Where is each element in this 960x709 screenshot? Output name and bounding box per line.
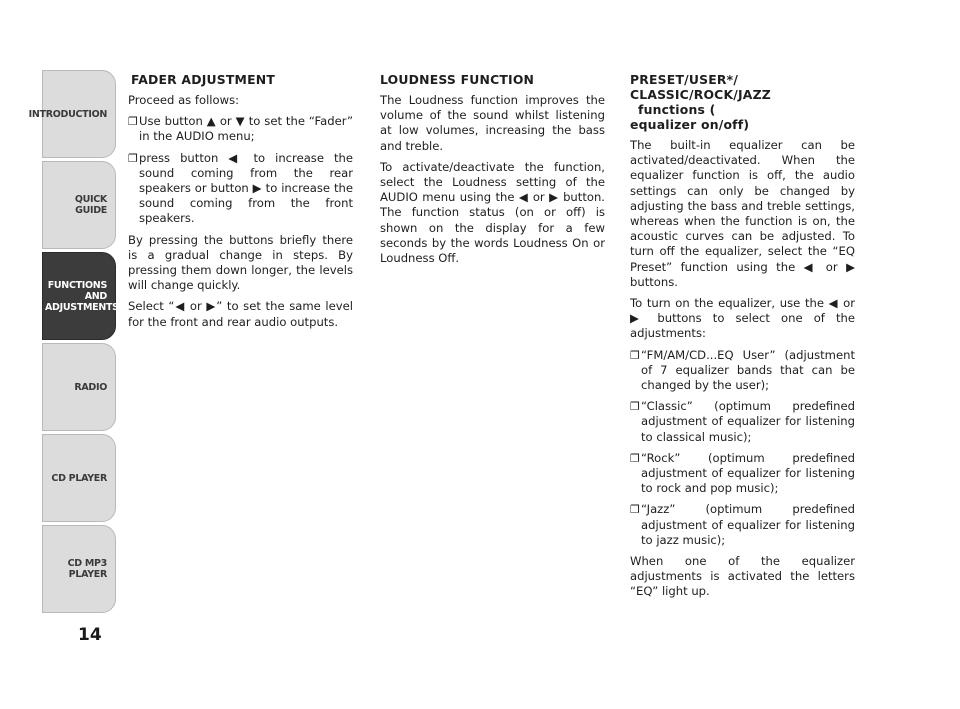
fader-intro: Proceed as follows:: [128, 93, 240, 107]
preset-bullet-2: “Classic” (optimum predefined adjustment of equalizer for listening to classical music);: [641, 399, 855, 444]
preset-paragraph-3: When one of the equalizer adjustments is activated the letters “EQ” light up.: [630, 554, 855, 599]
tab-label: FUNCTIONS AND ADJUSTMENTS: [45, 279, 119, 313]
tab-functions-and-adjustments[interactable]: [42, 252, 119, 340]
tab-introduction[interactable]: [28, 70, 116, 158]
fader-bullet-2: press button ◀ to increase the sound coming from the rear speakers or button ▶ to increase the sound coming from the front speakers.: [139, 150, 353, 226]
preset-paragraph-2: To turn on the equalizer, use the ◀ or ▶ buttons to select one of the adjustments:: [630, 296, 855, 341]
tab-radio[interactable]: [42, 343, 116, 431]
tab-label: RADIO: [74, 381, 107, 393]
tab-label: INTRODUCTION: [28, 108, 107, 120]
page-number: 14: [78, 625, 102, 645]
tab-cd-player[interactable]: [42, 434, 116, 522]
loudness-paragraph-1: The Loudness function improves the volume of the sound whilst listening at low volumes, increasing the bass and treble.: [380, 93, 605, 153]
preset-heading: [630, 72, 855, 132]
tab-label: CD PLAYER: [51, 472, 107, 484]
list-item: [128, 114, 353, 144]
list-item: [630, 451, 855, 497]
preset-heading-line-2: CLASSIC/ROCK/JAZZ: [630, 87, 771, 102]
preset-paragraph-1: The built-in equalizer can be activated/deactivated. When the equalizer function is off, the audio settings can only be changed by adjusting the bass and treble settings, whereas when the function is on, the acoustic curves can be adjusted. To turn off the equalizer, select the “EQ Preset” function using the ◀ or ▶ buttons.: [630, 138, 855, 289]
loudness-section: [380, 72, 605, 272]
checkbox-bullet-icon: ❐: [630, 400, 640, 414]
checkbox-bullet-icon: ❐: [128, 115, 138, 129]
fader-bullet-1: Use button ▲ or ▼ to set the “Fader” in the AUDIO menu;: [139, 114, 353, 144]
list-item: [128, 151, 353, 227]
checkbox-bullet-icon: ❐: [630, 503, 640, 517]
checkbox-bullet-icon: ❐: [630, 451, 640, 465]
fader-paragraph-2: Select “◀ or ▶” to set the same level for the front and rear audio outputs.: [128, 299, 353, 329]
list-item: [630, 502, 855, 548]
list-item: [630, 348, 855, 394]
preset-section: [630, 72, 855, 606]
checkbox-bullet-icon: ❐: [630, 348, 640, 362]
preset-heading-line-1: PRESET/USER*/: [630, 72, 739, 87]
preset-bullet-1: “FM/AM/CD...EQ User” (adjustment of 7 equalizer bands that can be changed by the user);: [641, 347, 855, 393]
loudness-heading: LOUDNESS FUNCTION: [380, 72, 535, 87]
loudness-paragraph-2: To activate/deactivate the function, select the Loudness setting of the AUDIO menu using the ◀ or ▶ button. The function status (on or off) is shown on the display for a few seconds by the words Loudness On or Loudness Off.: [380, 159, 605, 266]
tab-quick-guide[interactable]: [42, 161, 116, 249]
preset-heading-line-4: equalizer on/off): [630, 117, 750, 132]
checkbox-bullet-icon: ❐: [128, 151, 138, 165]
tab-label: QUICK GUIDE: [74, 194, 107, 216]
tab-label: CD MP3 PLAYER: [67, 558, 107, 580]
fader-section: [128, 72, 353, 336]
preset-bullet-3: “Rock” (optimum predefined adjustment of equalizer for listening to rock and pop music);: [641, 450, 855, 496]
preset-bullet-4: “Jazz” (optimum predefined adjustment of equalizer for listening to jazz music);: [641, 502, 855, 547]
fader-paragraph-1: By pressing the buttons briefly there is a gradual change in steps. By pressing them down longer, the levels will change quickly.: [128, 232, 353, 293]
section-tabs: [28, 70, 119, 616]
fader-heading: FADER ADJUSTMENT: [131, 72, 275, 87]
preset-heading-line-3: functions (: [638, 102, 716, 117]
tab-cd-mp3-player[interactable]: [42, 525, 116, 613]
list-item: [630, 399, 855, 445]
